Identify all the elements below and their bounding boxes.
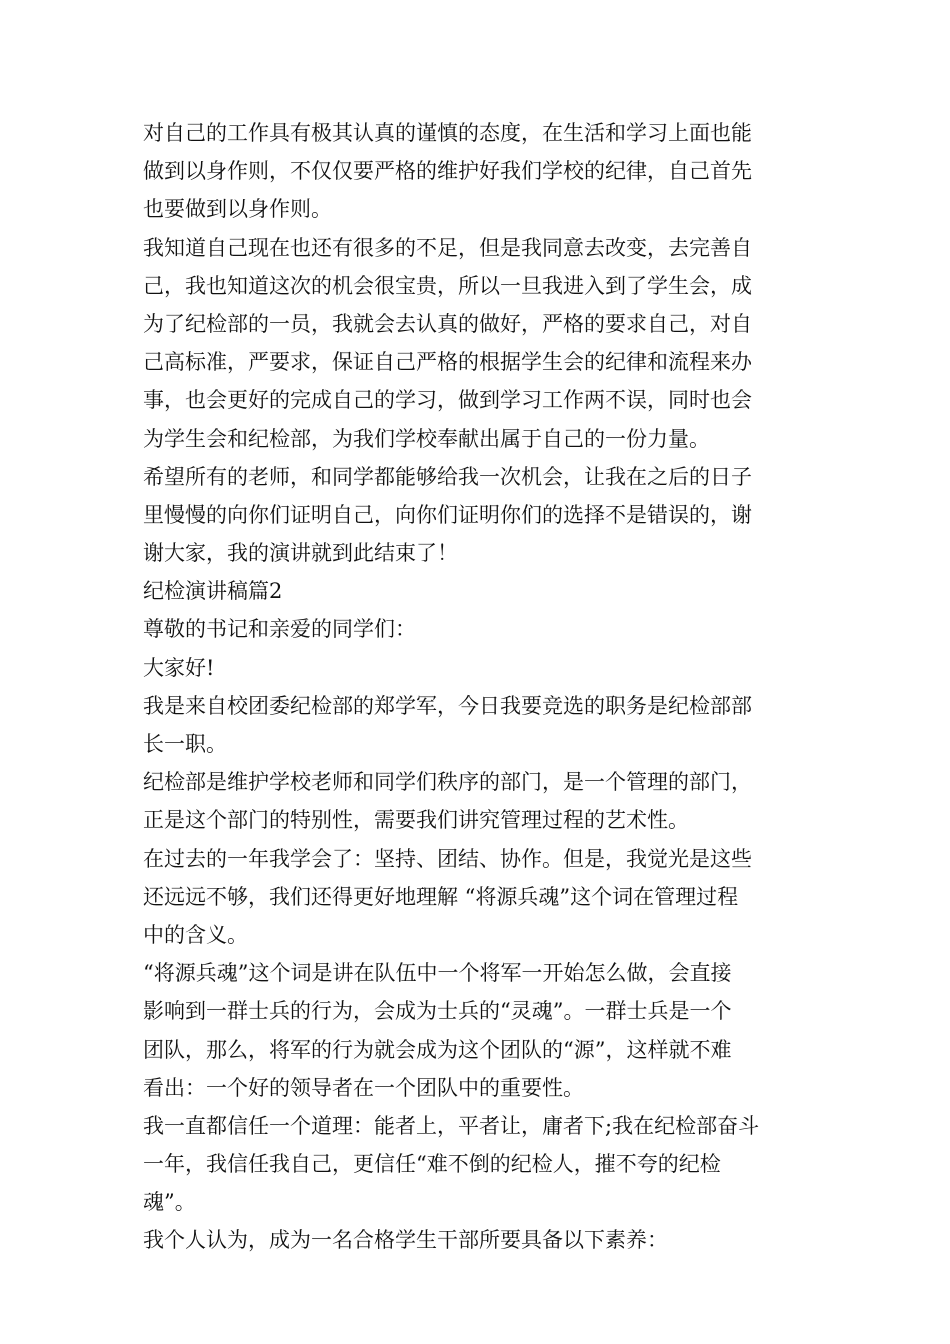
text-line: 长一职。 [143, 732, 227, 756]
text-line: 正是这个部门的特别性，需要我们讲究管理过程的艺术性。 [143, 808, 689, 833]
text-line: 我一直都信任一个道理：能者上，平者让，庸者下;我在纪检部奋斗 [143, 1113, 760, 1138]
text-line: 团队，那么，将军的行为就会成为这个团队的“源”，这样就不难 [143, 1037, 732, 1062]
text-line: 对自己的工作具有极其认真的谨慎的态度，在生活和学习上面也能 [143, 121, 752, 145]
document-body [143, 114, 811, 1260]
text-line: 也要做到以身作则。 [143, 197, 332, 222]
text-line: 纪检部是维护学校老师和同学们秩序的部门，是一个管理的部门， [143, 770, 752, 795]
greeting: 大家好! [143, 655, 215, 680]
text-line: 己高标准，严要求，保证自己严格的根据学生会的纪律和流程来办 [143, 350, 752, 375]
text-line: 看出：一个好的领导者在一个团队中的重要性。 [143, 1075, 584, 1100]
text-line: 己，我也知道这次的机会很宝贵，所以一旦我进入到了学生会，成 [143, 273, 752, 298]
text-line: 为学生会和纪检部，为我们学校奉献出属于自己的一份力量。 [143, 426, 710, 451]
text-line: 希望所有的老师，和同学都能够给我一次机会，让我在之后的日子 [143, 464, 752, 489]
text-line: 事，也会更好的完成自己的学习，做到学习工作两不误，同时也会 [143, 388, 752, 413]
text-line: 我是来自校团委纪检部的郑学军，今日我要竞选的职务是纪检部部 [143, 693, 752, 718]
text-line: 在过去的一年我学会了：坚持、团结、协作。但是，我觉光是这些 [143, 846, 752, 871]
text-line: 我知道自己现在也还有很多的不足，但是我同意去改变，去完善自 [143, 235, 752, 260]
text-line: 一年，我信任我自己，更信任“难不倒的纪检人，摧不夸的纪检 [143, 1152, 721, 1177]
salutation: 尊敬的书记和亲爱的同学们： [143, 617, 416, 642]
text-line: 谢大家，我的演讲就到此结束了！ [143, 541, 458, 566]
text-line: 影响到一群士兵的行为，会成为士兵的“灵魂”。一群士兵是一个 [143, 999, 732, 1024]
text-line: 为了纪检部的一员，我就会去认真的做好，严格的要求自己，对自 [143, 311, 752, 336]
section-heading: 纪检演讲稿篇2 [143, 579, 283, 604]
text-line: 做到以身作则，不仅仅要严格的维护好我们学校的纪律，自己首先 [143, 159, 752, 184]
text-line: 里慢慢的向你们证明自己，向你们证明你们的选择不是错误的，谢 [143, 502, 752, 527]
text-line: 魂”。 [143, 1190, 196, 1215]
text-line: 我个人认为，成为一名合格学生干部所要具备以下素养： [143, 1228, 668, 1253]
text-line: “将源兵魂”这个词是讲在队伍中一个将军一开始怎么做，会直接 [143, 961, 732, 986]
text-line: 还远远不够，我们还得更好地理解 “将源兵魂”这个词在管理过程 [143, 884, 739, 909]
text-line: 中的含义。 [143, 922, 248, 947]
